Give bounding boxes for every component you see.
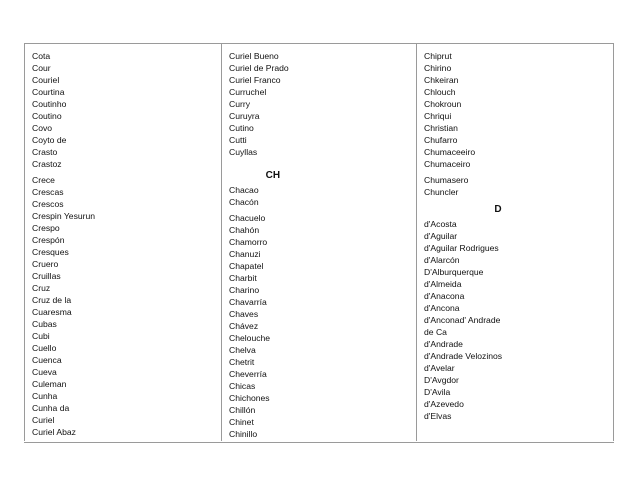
surname-entry: d'Ancona <box>424 303 460 313</box>
surname-entry: Covo <box>32 123 53 133</box>
surname-entry: Chelva <box>229 345 256 355</box>
surname-entry: d'Anconad' Andrade <box>424 315 501 325</box>
surname-column-1 <box>32 50 95 438</box>
surname-entry: Chacón <box>229 197 259 207</box>
surname-entry: Crasto <box>32 147 58 157</box>
surname-entry: Curiel de Prado <box>229 63 289 73</box>
table-border-left <box>24 43 25 441</box>
surname-entry: d'Avelar <box>424 363 455 373</box>
surname-entry: Chicas <box>229 381 256 391</box>
surname-entry: Curiel Franco <box>229 75 281 85</box>
surname-entry: Cubi <box>32 331 50 341</box>
surname-entry: Chinillo <box>229 429 258 439</box>
surname-entry: Crespo <box>32 223 60 233</box>
surname-entry: Curry <box>229 99 251 109</box>
surname-column-3 <box>424 50 502 422</box>
surname-entry: Coyto de <box>32 135 67 145</box>
surname-entry: Coutinho <box>32 99 67 109</box>
column-divider-2 <box>416 43 417 441</box>
surname-entry: Chokroun <box>424 99 462 109</box>
surname-entry: Crescos <box>32 199 64 209</box>
surname-entry: Curiel Bueno <box>229 51 279 61</box>
surname-entry: Chahón <box>229 225 260 235</box>
table-frame <box>24 43 614 443</box>
surname-entry: d'Andrade <box>424 339 463 349</box>
surname-entry: d'Acosta <box>424 219 457 229</box>
surname-entry: D'Avila <box>424 387 451 397</box>
surname-entry: Chaves <box>229 309 259 319</box>
surname-entry: d'Azevedo <box>424 399 464 409</box>
surname-entry: Chacao <box>229 185 259 195</box>
surname-entry: Cutino <box>229 123 254 133</box>
surname-entry: Chapatel <box>229 261 264 271</box>
surname-entry: Chumasero <box>424 175 469 185</box>
column-divider-1 <box>221 43 222 441</box>
surname-entry: Courtina <box>32 87 65 97</box>
surname-column-2 <box>229 50 289 440</box>
surname-entry: Cunha <box>32 391 58 401</box>
surname-entry: Cuello <box>32 343 57 353</box>
surname-entry: Culeman <box>32 379 67 389</box>
surname-entry: d'Andrade Velozinos <box>424 351 503 361</box>
surname-entry: Chkeiran <box>424 75 459 85</box>
surname-entry: Chlouch <box>424 87 456 97</box>
surname-entry: d'Almeida <box>424 279 462 289</box>
surname-entry: d'Anacona <box>424 291 465 301</box>
surname-entry: Chriqui <box>424 111 452 121</box>
surname-entry: Crespin Yesurun <box>32 211 96 221</box>
surname-entry: Chávez <box>229 321 259 331</box>
surname-entry: Curuyra <box>229 111 260 121</box>
surname-entry: Cuenca <box>32 355 62 365</box>
surname-entry: Cruz <box>32 283 51 293</box>
surname-entry: Chelouche <box>229 333 271 343</box>
surname-entry: Cuyllas <box>229 147 258 157</box>
surname-entry: Cubas <box>32 319 57 329</box>
surname-entry: Chiprut <box>424 51 452 61</box>
surname-entry: Cour <box>32 63 51 73</box>
surname-entry: Chufarro <box>424 135 458 145</box>
surname-entry: Chichones <box>229 393 270 403</box>
surname-entry: Chanuzi <box>229 249 261 259</box>
letter-heading: D <box>494 204 502 215</box>
surname-entry: Chinet <box>229 417 254 427</box>
table-border-right <box>613 43 614 441</box>
letter-heading: CH <box>265 170 281 181</box>
surname-entry: Cruillas <box>32 271 61 281</box>
surname-entry: d'Alarcón <box>424 255 460 265</box>
surname-entry: Chumaceeiro <box>424 147 476 157</box>
surname-entry: Cruz de la <box>32 295 72 305</box>
surname-entry: Coutino <box>32 111 62 121</box>
surname-entry: Crescas <box>32 187 64 197</box>
surname-entry: Chavarría <box>229 297 267 307</box>
surname-entry: Crece <box>32 175 55 185</box>
surname-entry: Crastoz <box>32 159 62 169</box>
surname-entry: d'Aguilar Rodrigues <box>424 243 499 253</box>
surname-entry: D'Avgdor <box>424 375 459 385</box>
surname-entry: Cota <box>32 51 51 61</box>
surname-entry: d'Elvas <box>424 411 452 421</box>
surname-entry: Chumaceiro <box>424 159 471 169</box>
spacer <box>229 158 289 164</box>
surname-entry: d'Aguilar <box>424 231 458 241</box>
surname-entry: Cueva <box>32 367 57 377</box>
surname-entry: D'Alburquerque <box>424 267 484 277</box>
surname-entry: Chuncler <box>424 187 459 197</box>
surname-entry: Cunha da <box>32 403 70 413</box>
surname-entry: Curruchel <box>229 87 267 97</box>
surname-entry: Chillón <box>229 405 256 415</box>
surname-entry: Christian <box>424 123 458 133</box>
surname-entry: Cheverría <box>229 369 267 379</box>
surname-entry: Curiel Abaz <box>32 427 76 437</box>
surname-entry: Couriel <box>32 75 60 85</box>
surname-entry: Cruero <box>32 259 59 269</box>
surname-entry: Cutti <box>229 135 247 145</box>
surname-entry: Chetrit <box>229 357 255 367</box>
surname-entry: Charino <box>229 285 260 295</box>
surname-entry: Chacuelo <box>229 213 266 223</box>
surname-entry: Crespón <box>32 235 65 245</box>
surname-entry: Curiel <box>32 415 55 425</box>
surname-entry: Chamorro <box>229 237 268 247</box>
surname-entry: Cuaresma <box>32 307 72 317</box>
surname-entry: Cresques <box>32 247 69 257</box>
surname-entry: de Ca <box>424 327 447 337</box>
surname-entry: Charbit <box>229 273 257 283</box>
surname-entry: Chirino <box>424 63 452 73</box>
